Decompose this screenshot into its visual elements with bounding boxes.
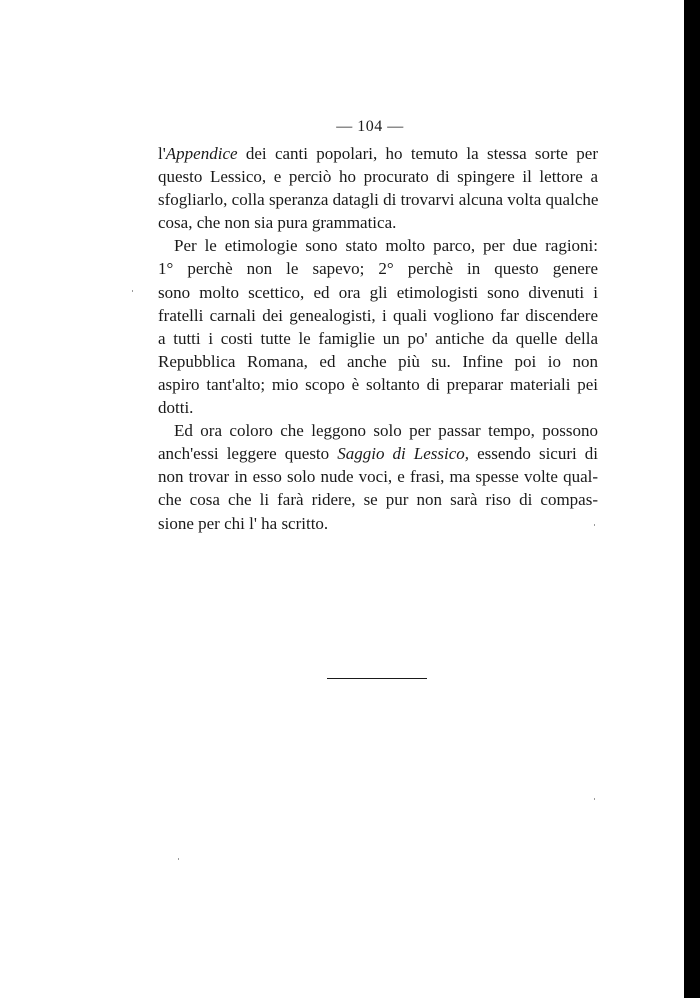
text-segment: Per le etimologie sono stato molto parco, per due ragioni: bbox=[174, 236, 598, 256]
page-number: — 104 — bbox=[336, 118, 404, 135]
paragraph bbox=[158, 419, 598, 534]
text-segment: dei canti popolari, ho temuto la stessa sorte per bbox=[237, 144, 598, 163]
text-segment: aspiro tant'alto; mio scopo è soltanto di preparar materiali pei bbox=[158, 374, 598, 394]
text-line bbox=[158, 373, 598, 396]
text-line bbox=[158, 512, 598, 535]
text-line bbox=[158, 465, 598, 488]
text-line bbox=[158, 142, 598, 165]
text-segment: sfogliarlo, colla speranza datagli di trovarvi alcuna volta qualche bbox=[158, 190, 599, 210]
text-line bbox=[158, 281, 598, 304]
closing-rule bbox=[327, 678, 427, 679]
text-line bbox=[158, 188, 598, 211]
text-line bbox=[158, 211, 598, 234]
text-segment: dotti. bbox=[158, 398, 194, 418]
text-line bbox=[158, 396, 598, 419]
scan-dark-edge bbox=[684, 0, 700, 998]
text-segment: non trovar in esso solo nude voci, e frasi, ma spesse volte qual- bbox=[158, 467, 598, 487]
body-text bbox=[158, 142, 598, 535]
text-segment: l' bbox=[158, 144, 166, 163]
italic-text: Saggio di Lessico, bbox=[337, 444, 470, 464]
text-line bbox=[158, 419, 598, 442]
text-line bbox=[158, 488, 598, 511]
text-line bbox=[158, 234, 598, 257]
text-line bbox=[158, 165, 598, 188]
paragraph bbox=[158, 142, 598, 234]
text-segment: essendo sicuri di bbox=[469, 444, 598, 464]
paper-speck bbox=[178, 858, 179, 860]
italic-text: Appendice bbox=[165, 144, 238, 163]
paper-speck bbox=[594, 524, 595, 526]
text-segment: che cosa che li farà ridere, se pur non sarà riso di compas- bbox=[158, 490, 598, 510]
paper-speck bbox=[132, 290, 133, 292]
text-segment: Ed ora coloro che leggono solo per passar tempo, possono bbox=[174, 421, 598, 441]
text-segment: questo Lessico, e perciò ho procurato di spingere il lettore a bbox=[158, 167, 598, 187]
text-line bbox=[158, 257, 598, 280]
text-segment: sono molto scettico, ed ora gli etimologisti sono divenuti i bbox=[158, 282, 598, 302]
text-line bbox=[158, 304, 598, 327]
text-line bbox=[158, 350, 598, 373]
text-segment: Repubblica Romana, ed anche più su. Infine poi io non bbox=[158, 351, 598, 371]
text-segment: anch'essi leggere questo bbox=[158, 444, 338, 464]
text-segment: cosa, che non sia pura grammatica. bbox=[158, 213, 397, 233]
text-line bbox=[158, 327, 598, 350]
text-segment: sione per chi l' ha scritto. bbox=[158, 513, 329, 533]
text-segment: 1° perchè non le sapevo; 2° perchè in questo genere bbox=[158, 259, 598, 279]
text-line bbox=[158, 442, 598, 465]
paper-speck bbox=[594, 798, 595, 800]
text-segment: a tutti i costi tutte le famiglie un po' antiche da quelle della bbox=[158, 328, 598, 348]
text-segment: fratelli carnali dei genealogisti, i quali vogliono far discendere bbox=[158, 305, 598, 325]
paragraph bbox=[158, 234, 598, 419]
